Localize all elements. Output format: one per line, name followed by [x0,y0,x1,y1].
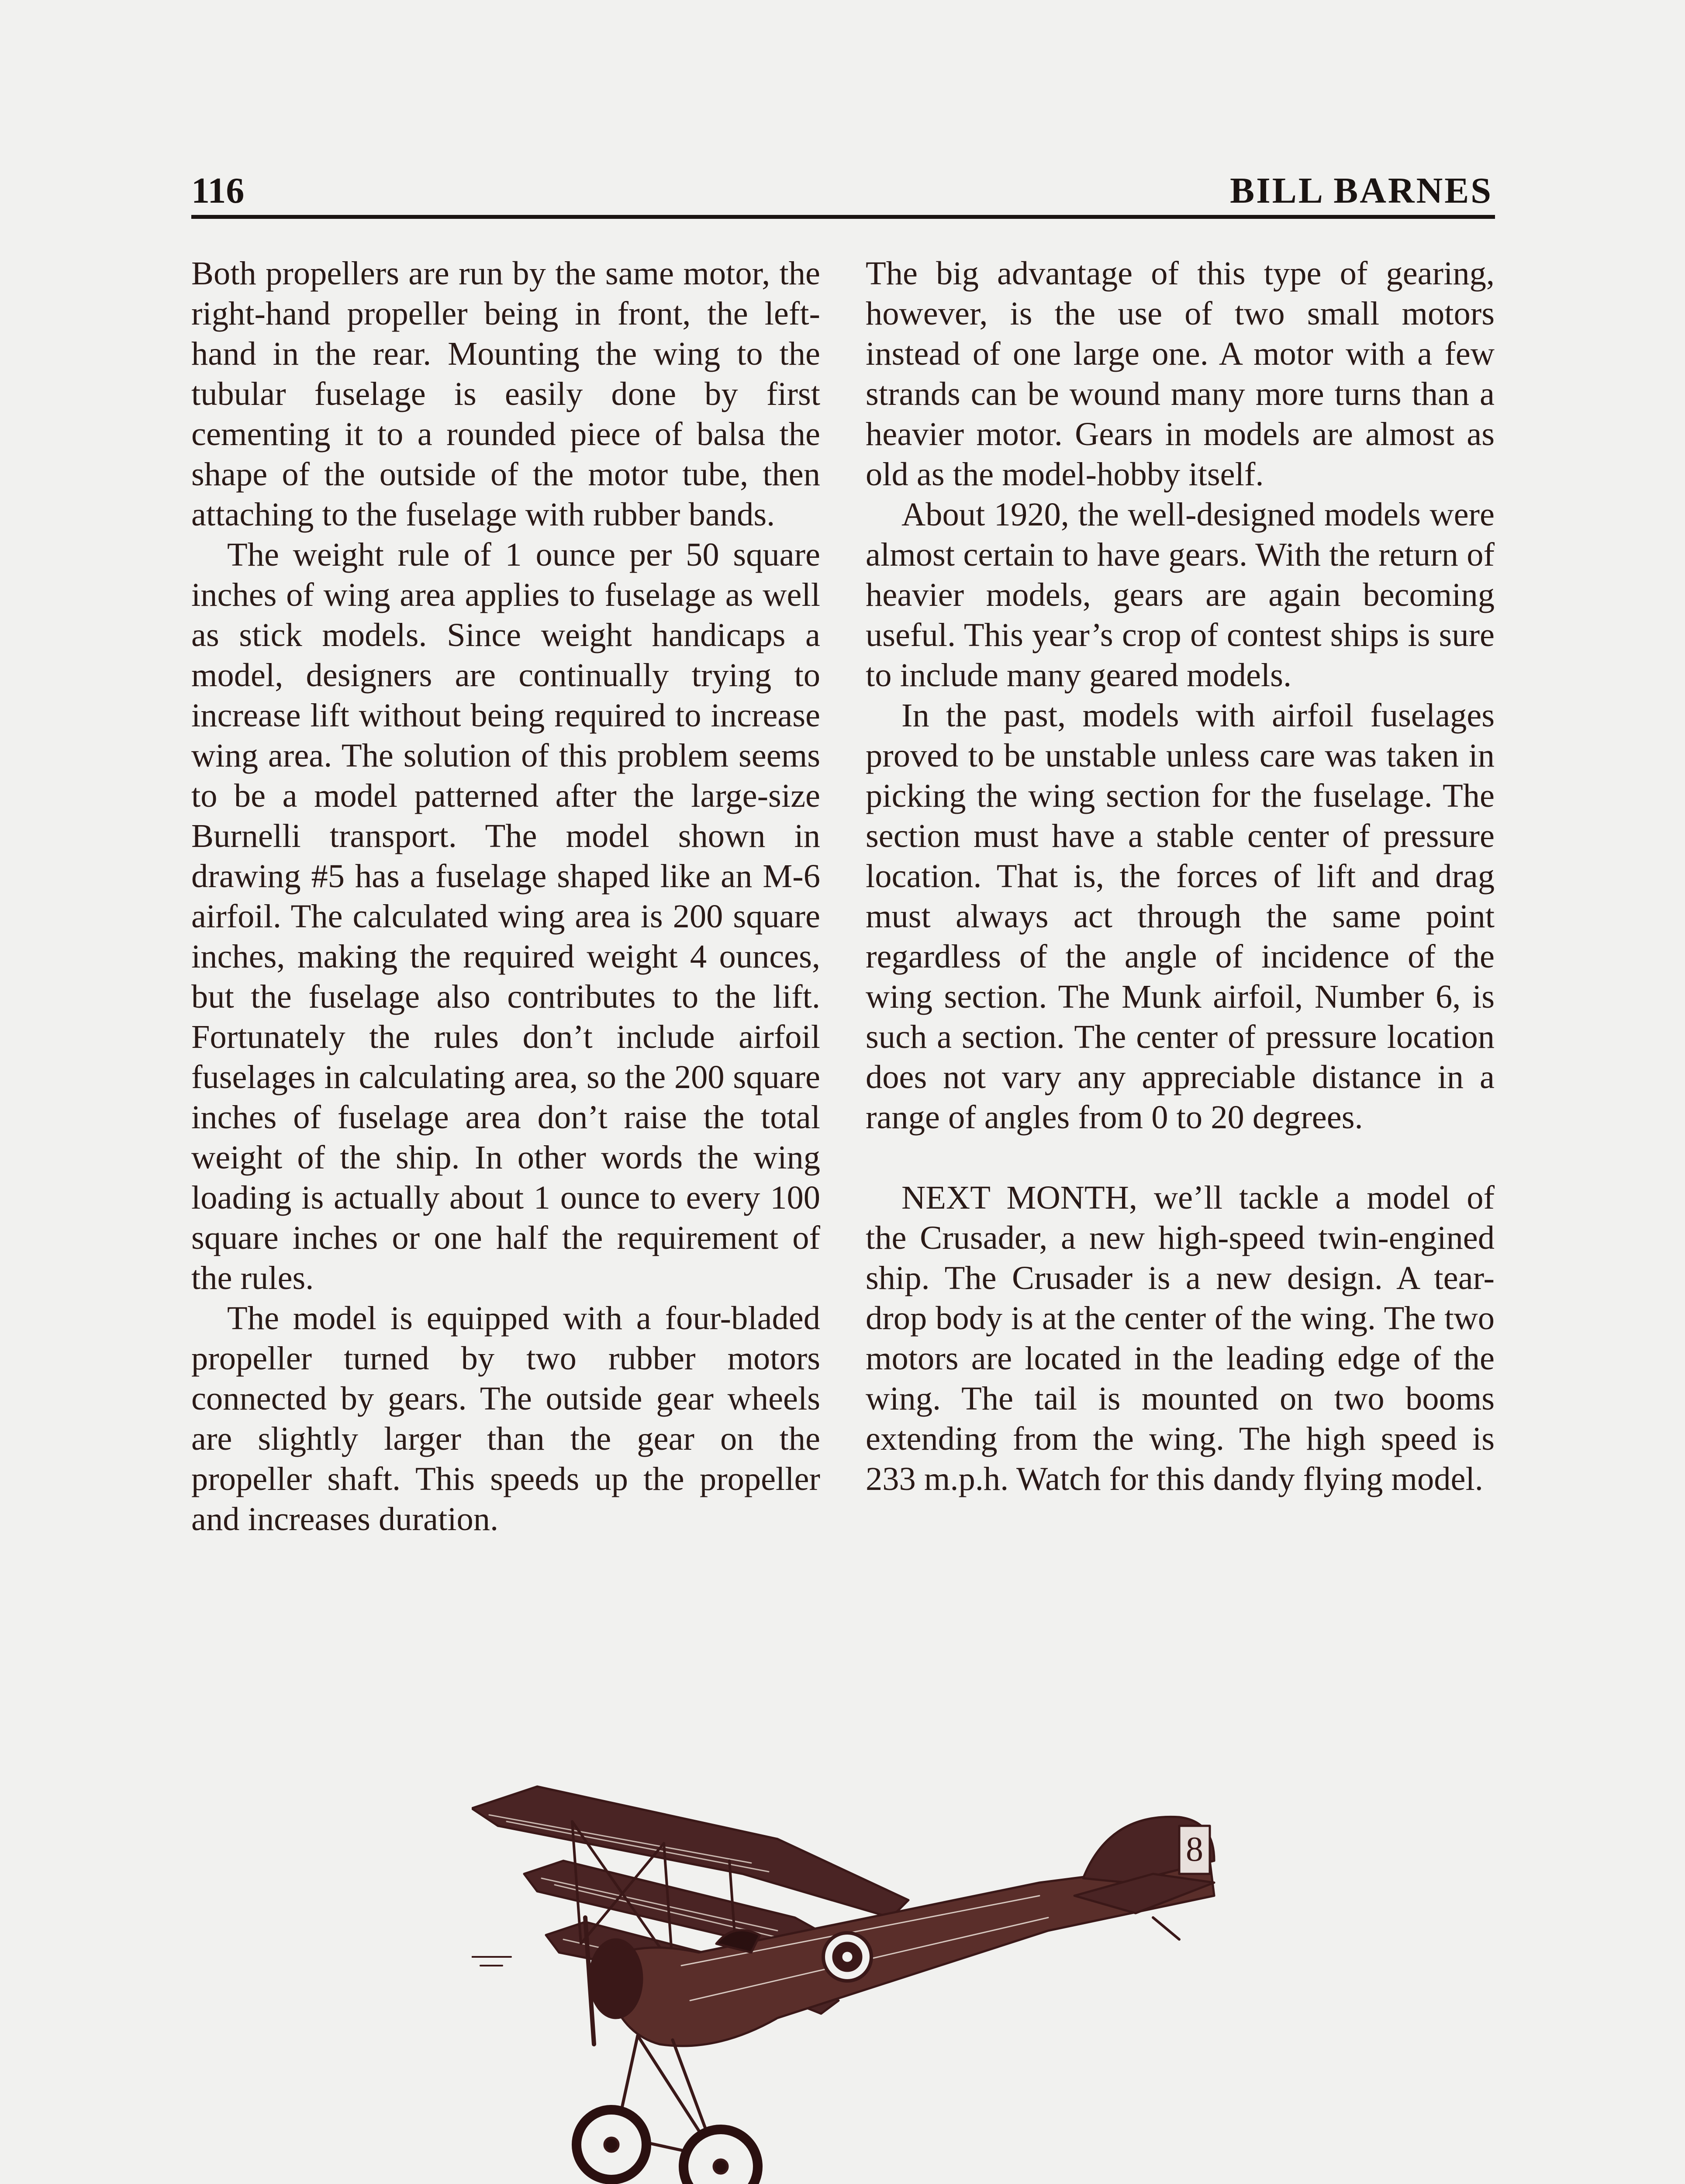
paragraph: Both propellers are run by the same motor, the right-hand propeller being in front, the left-hand in the rear. Mounting the wing to the tubular fuselage is easily done by first cementing it to a rounded piece of balsa the shape of the outside of the motor tube, then attaching to the fuselage with rubber bands. [191,255,820,533]
paragraph: About 1920, the well-designed models were almost certain to have gears. With the return of heavier models, gears are again becoming useful. This year’s crop of contest ships is sure to include many geared models. [866,496,1495,694]
header-rule [191,215,1495,219]
paragraph: The weight rule of 1 ounce per 50 square inches of wing area applies to fuselage as well as stick models. Since weight handicaps a model, designers are continually trying to increase lift without being required to increase wing area. The solution of this problem seems to be a model patterned after the large-size Burnelli transport. The model shown in drawing #5 has a fuselage shaped like an M-6 airfoil. The calculated wing area is 200 square inches, making the required weight 4 ounces, but the fuselage also contributes to the lift. Fortunately the rules don’t include airfoil fuselages in calculating area, so the 200 square inches of fuselage area don’t raise the total weight of the ship. In other words the wing loading is actually about 1 ounce to every 100 square inches or one half the requirement of the rules. [191,536,820,1296]
tail-marking: 8 [1186,1830,1203,1869]
paragraph: In the past, models with airfoil fuselages proved to be unstable unless care was taken in picking the wing section for the fuselage. The section must have a stable center of pressure location. That is, the forces of lift and drag must always act through the same point regardless of the angle of incidence of the wing section. The Munk airfoil, Number 6, is such a section. The center of pressure location does not vary any appreciable distance in a range of angles from 0 to 20 degrees. [866,697,1495,1136]
page-header [191,169,1493,218]
running-head: BILL BARNES [1230,170,1493,211]
paragraph: The model is equipped with a four-bladed propeller turned by two rubber motors connected by gears. The outside gear wheels are slightly larger than the gear on the propeller shaft. This speeds up the propeller and increases duration. [191,1299,820,1538]
triplane-illustration [472,1773,1258,2184]
paragraph: The big advantage of this type of gearing, however, is the use of two small motors instead of one large one. A motor with a few strands can be wound many more turns than a heavier motor. Gears in models are almost as old as the model-hobby itself. [866,255,1495,493]
page-number: 116 [191,170,245,211]
right-column [866,253,1495,1499]
left-column [191,253,820,1539]
next-month-paragraph: NEXT MONTH, we’ll tackle a model of the Crusader, a new high-speed twin-engined ship. The Crusader is a new design. A tear-drop body is at the center of the wing. The two motors are located in the leading edge of the wing. The tail is mounted on two booms extending from the wing. The high speed is 233 m.p.h. Watch for this dandy flying model. [866,1179,1495,1497]
